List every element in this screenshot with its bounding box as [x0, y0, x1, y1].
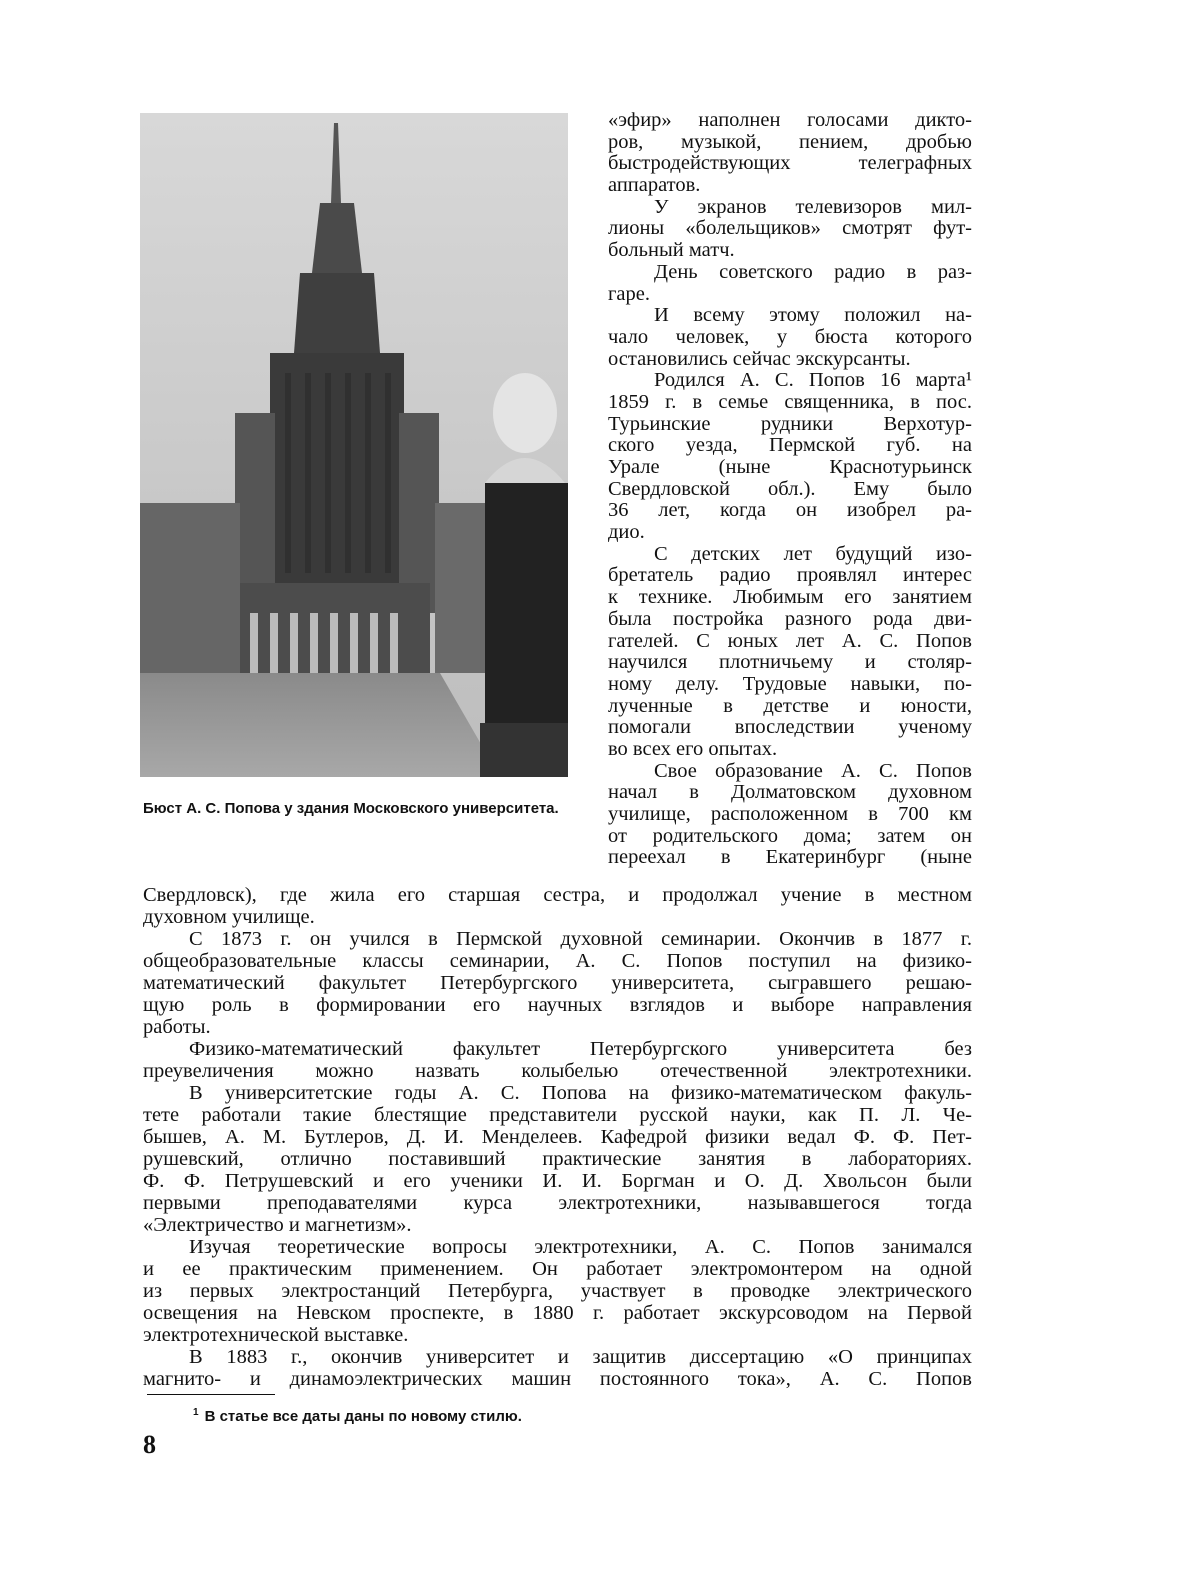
text-line: научился плотничьему и столяр- — [608, 651, 972, 674]
text-line: чало человек, у бюста которого — [608, 325, 972, 348]
text-line: Изучая теоретические вопросы электротехники, А. С. Попов занимался — [189, 1236, 972, 1258]
right-column-text — [608, 110, 972, 869]
text-line: Родился А. С. Попов 16 марта¹ — [654, 369, 972, 392]
page-number: 8 — [143, 1430, 156, 1459]
text-line: ского уезда, Пермской губ. на — [608, 434, 972, 457]
text-line: из первых электростанций Петербурга, участвует в проводке электрического — [143, 1280, 972, 1302]
text-line: гателей. С юных лет А. С. Попов — [608, 629, 972, 652]
text-line: Свое образование А. С. Попов — [654, 759, 972, 782]
text-line: магнито- и динамоэлектрических машин постоянного тока», А. С. Попов — [143, 1368, 972, 1390]
text-line: переехал в Екатеринбург (ныне — [608, 846, 972, 869]
text-line: быстродействующих телеграфных — [608, 152, 972, 175]
text-line: лученные в детстве и юности, — [608, 694, 972, 717]
text-line: День советского радио в раз- — [654, 260, 972, 283]
footnote-text: В статье все даты даны по новому стилю. — [204, 1408, 522, 1425]
text-line: аппаратов. — [608, 174, 701, 197]
text-line: училище, расположенном в 700 км — [608, 803, 972, 825]
text-line: бышев, А. М. Бутлеров, Д. И. Менделеев. Кафедрой физики ведал Ф. Ф. Пет- — [143, 1126, 972, 1148]
text-line: гаре. — [608, 282, 650, 305]
text-line: больный матч. — [608, 239, 735, 262]
text-line: 1859 г. в семье священника, в пос. — [608, 390, 972, 413]
text-line: освещения на Невском проспекте, в 1880 г. работает экскурсоводом на Первой — [143, 1302, 972, 1324]
footnote — [193, 1404, 522, 1426]
text-line: лионы «болельщиков» смотрят фут- — [608, 217, 972, 240]
text-line: к технике. Любимым его занятием — [608, 586, 972, 609]
text-line: электротехнической выставке. — [143, 1324, 409, 1346]
text-line: С 1873 г. он учился в Пермской духовной семинарии. Окончив в 1877 г. — [189, 928, 972, 950]
text-line: рушевский, отлично поставивший практические занятия в лабораториях. — [143, 1148, 972, 1170]
text-line: общеобразовательные классы семинарии, А. С. Попов поступил на физико- — [143, 950, 972, 972]
footnote-marker: 1 — [193, 1407, 199, 1418]
text-line: первыми преподавателями курса электротехники, называвшегося тогда — [143, 1192, 972, 1214]
text-line: была постройка разного рода дви- — [608, 607, 972, 630]
text-line: Свердловск), где жила его старшая сестра, и продолжал учение в местном — [143, 884, 972, 906]
text-line: математический факультет Петербургского университета, сыгравшего решаю- — [143, 972, 972, 994]
figure-caption: Бюст А. С. Попова у здания Московского университета. — [143, 800, 559, 817]
text-line: 36 лет, когда он изобрел ра- — [608, 499, 972, 522]
text-line: У экранов телевизоров мил- — [654, 195, 972, 218]
text-line: Турьинские рудники Верхотур- — [608, 412, 972, 435]
text-line: остановились сейчас экскурсанты. — [608, 347, 911, 370]
text-line: духовном училище. — [143, 906, 315, 928]
text-line: «Электричество и магнетизм». — [143, 1214, 412, 1236]
text-line: начал в Долматовском духовном — [608, 781, 972, 804]
text-line: тете работали такие блестящие представители русской науки, как П. Л. Че- — [143, 1104, 972, 1126]
text-line: Физико-математический факультет Петербургского университета без — [189, 1038, 972, 1060]
text-line: бретатель радио проявлял интерес — [608, 564, 972, 587]
footnote-divider — [147, 1394, 275, 1395]
text-line: дио. — [608, 521, 645, 544]
text-line: «эфир» наполнен голосами дикто- — [608, 109, 972, 131]
text-line: С детских лет будущий изо- — [654, 542, 972, 565]
text-line: во всех его опытах. — [608, 737, 778, 760]
text-line: и ее практическим применением. Он работает электромонтером на одной — [143, 1258, 972, 1280]
text-line: В 1883 г., окончив университет и защитив диссертацию «О принципах — [189, 1346, 972, 1368]
text-line: ному делу. Трудовые навыки, по- — [608, 672, 972, 695]
full-width-text — [143, 884, 972, 1390]
text-line: от родительского дома; затем он — [608, 824, 972, 847]
text-line: преувеличения можно назвать колыбелью отечественной электротехники. — [143, 1060, 972, 1082]
text-line: В университетские годы А. С. Попова на физико-математическом факуль- — [189, 1082, 972, 1104]
text-line: И всему этому положил на- — [654, 304, 972, 327]
text-line: Ф. Ф. Петрушевский и его ученики И. И. Боргман и О. Д. Хвольсон были — [143, 1170, 972, 1192]
text-line: работы. — [143, 1016, 211, 1038]
text-line: ров, музыкой, пением, дробью — [608, 130, 972, 153]
text-line: Свердловской обл.). Ему было — [608, 477, 972, 500]
text-line: щую роль в формировании его научных взглядов и выборе направления — [143, 994, 972, 1016]
text-line: Урале (ныне Краснотурьинск — [608, 456, 972, 478]
text-line: помогали впоследствии ученому — [608, 716, 972, 739]
photo-moscow-university-bust — [140, 113, 568, 777]
